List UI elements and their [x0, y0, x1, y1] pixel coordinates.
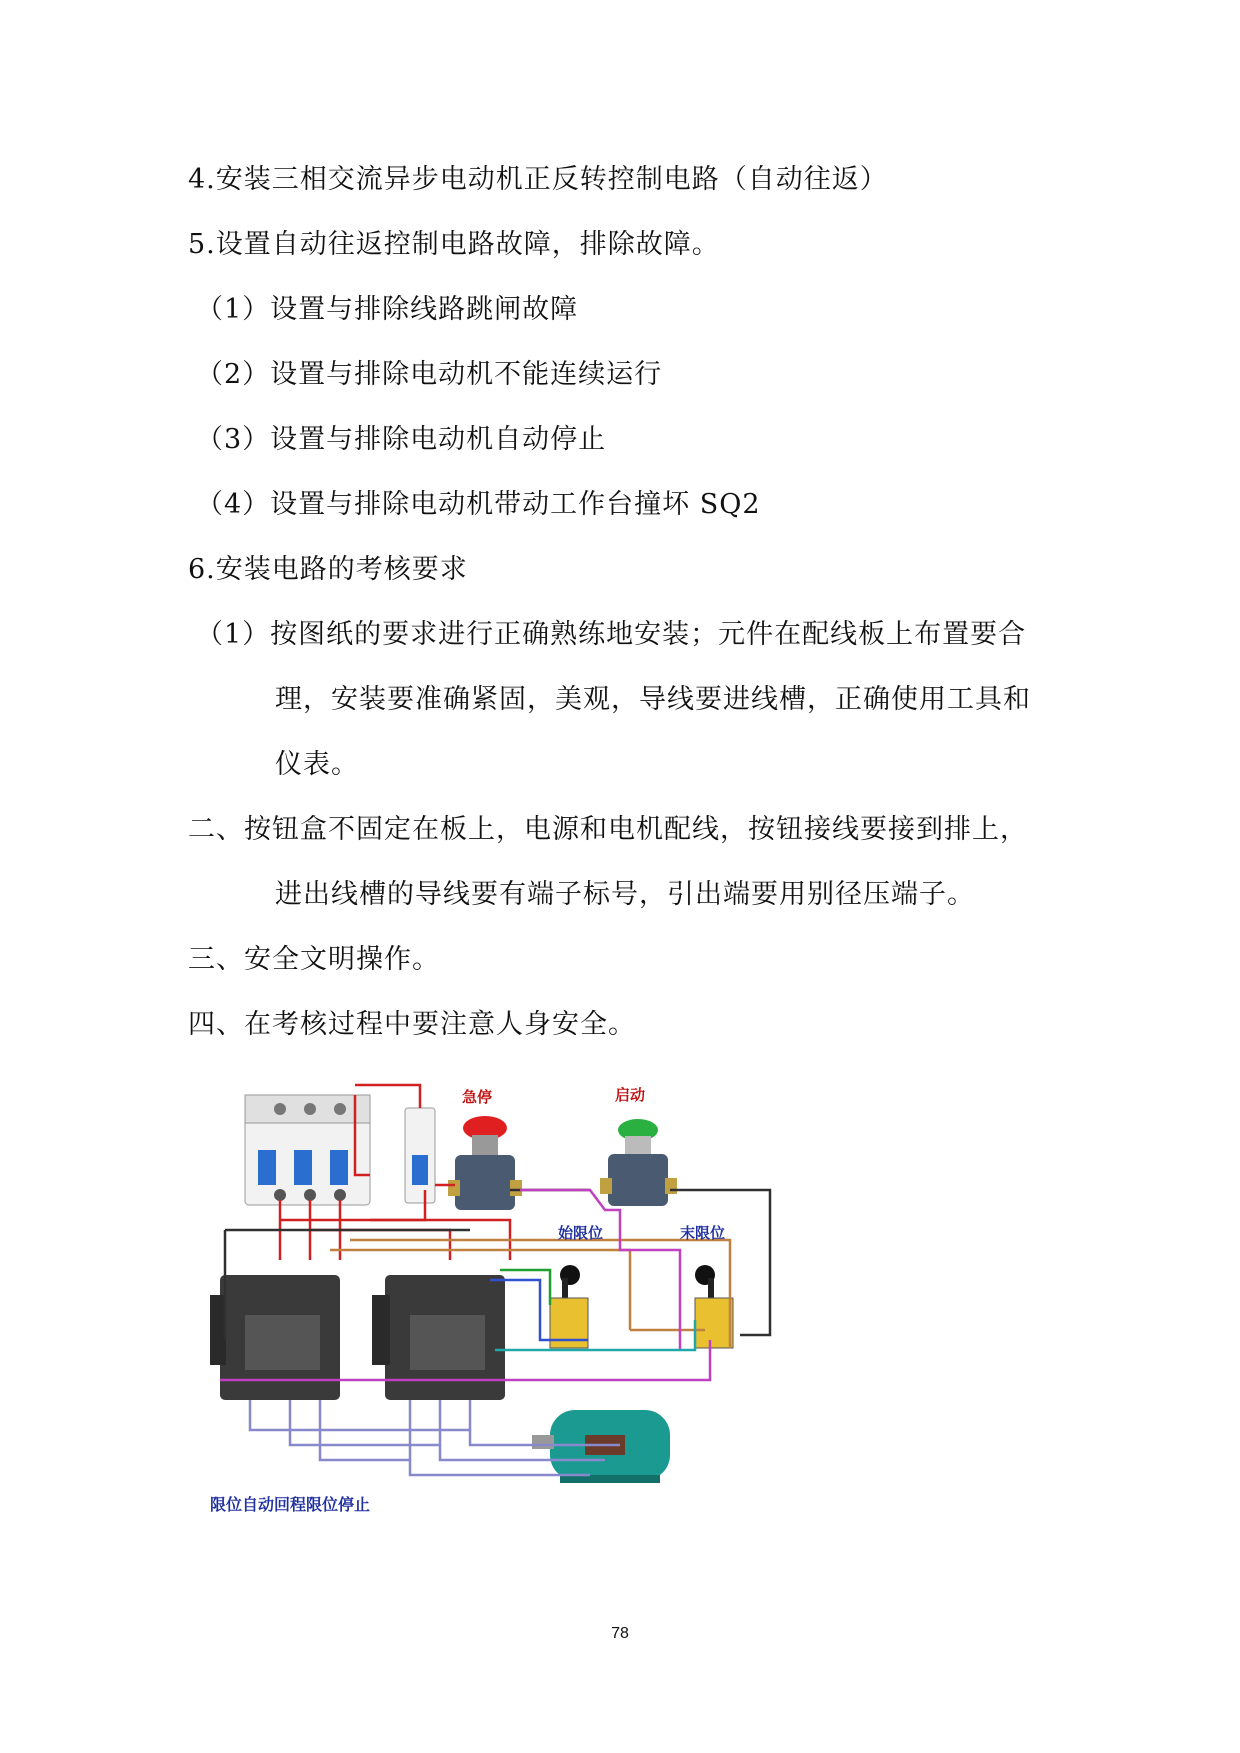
text-line-9: 理，安装要准确紧固，美观，导线要进线槽，正确使用工具和 — [275, 684, 1031, 715]
start-label: 启动 — [615, 1086, 646, 1104]
circuit-breaker-icon — [245, 1095, 370, 1205]
start-button-icon — [600, 1119, 677, 1206]
text-line-4: （2）设置与排除电动机不能连续运行 — [196, 359, 663, 390]
end-limit-label: 末限位 — [680, 1224, 726, 1242]
text-line-7: 6.安装电路的考核要求 — [188, 554, 468, 585]
text-line-13: 三、安全文明操作。 — [188, 944, 440, 975]
motor-icon — [532, 1410, 670, 1483]
page-number: 78 — [611, 1625, 629, 1642]
text-line-2: 5.设置自动往返控制电路故障，排除故障。 — [188, 229, 720, 260]
emergency-stop-label: 急停 — [462, 1088, 493, 1106]
text-line-14: 四、在考核过程中要注意人身安全。 — [188, 1009, 636, 1040]
wiring-diagram — [210, 1080, 870, 1540]
emergency-stop-button-icon — [448, 1116, 522, 1210]
text-line-1: 4.安装三相交流异步电动机正反转控制电路（自动往返） — [188, 164, 888, 195]
text-line-6: （4）设置与排除电动机带动工作台撞坏 SQ2 — [196, 489, 761, 520]
fuse-breaker-icon — [405, 1108, 435, 1203]
diagram-caption: 限位自动回程限位停止 — [210, 1495, 371, 1514]
start-limit-switch-icon — [550, 1265, 588, 1348]
start-limit-label: 始限位 — [558, 1224, 604, 1242]
text-line-12: 进出线槽的导线要有端子标号，引出端要用别径压端子。 — [275, 879, 975, 910]
text-line-11: 二、按钮盒不固定在板上，电源和电机配线，按钮接线要接到排上， — [188, 814, 1028, 845]
text-line-8: （1）按图纸的要求进行正确熟练地安装；元件在配线板上布置要合 — [196, 619, 1027, 650]
text-line-5: （3）设置与排除电动机自动停止 — [196, 424, 607, 455]
text-line-3: （1）设置与排除线路跳闸故障 — [196, 294, 579, 325]
text-line-10: 仪表。 — [275, 749, 359, 780]
end-limit-switch-icon — [695, 1265, 733, 1348]
